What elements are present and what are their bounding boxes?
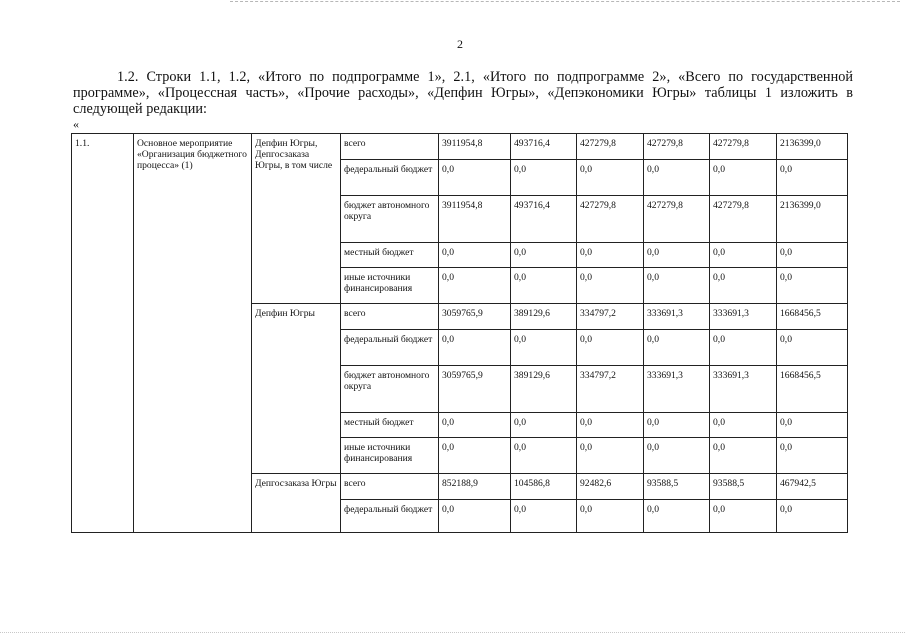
intro-paragraph: 1.2. Строки 1.1, 1.2, «Итого по подпрограмме 1», 2.1, «Итого по подпрограмме 2», «Всего по государственной программе», «Процессная часть», «Прочие расходы», «Депфин Югры», «Депэкономики Югры» таблицы 1 изложить в следующей редакции: <box>73 69 853 117</box>
value-cell: 0,0 <box>439 243 511 268</box>
value-cell: 493716,4 <box>511 134 577 160</box>
value-cell: 3911954,8 <box>439 134 511 160</box>
source-cell: бюджет автономного округа <box>341 366 439 413</box>
value-cell: 1668456,5 <box>777 304 848 330</box>
value-cell: 0,0 <box>710 268 777 304</box>
value-cell: 3059765,9 <box>439 304 511 330</box>
value-cell: 0,0 <box>777 500 848 533</box>
value-cell: 0,0 <box>577 243 644 268</box>
source-cell: иные источники финансирования <box>341 268 439 304</box>
value-cell: 1668456,5 <box>777 366 848 413</box>
value-cell: 0,0 <box>644 160 710 196</box>
value-cell: 3911954,8 <box>439 196 511 243</box>
value-cell: 0,0 <box>511 268 577 304</box>
value-cell: 93588,5 <box>644 474 710 500</box>
source-cell: федеральный бюджет <box>341 160 439 196</box>
source-cell: всего <box>341 134 439 160</box>
value-cell: 0,0 <box>577 413 644 438</box>
value-cell: 0,0 <box>644 243 710 268</box>
source-cell: федеральный бюджет <box>341 330 439 366</box>
source-cell: федеральный бюджет <box>341 500 439 533</box>
value-cell: 0,0 <box>439 413 511 438</box>
value-cell: 0,0 <box>777 268 848 304</box>
value-cell: 427279,8 <box>710 196 777 243</box>
value-cell: 0,0 <box>777 413 848 438</box>
value-cell: 0,0 <box>511 413 577 438</box>
value-cell: 0,0 <box>777 438 848 474</box>
value-cell: 0,0 <box>577 500 644 533</box>
value-cell: 2136399,0 <box>777 134 848 160</box>
value-cell: 2136399,0 <box>777 196 848 243</box>
value-cell: 333691,3 <box>644 366 710 413</box>
value-cell: 333691,3 <box>710 366 777 413</box>
value-cell: 427279,8 <box>710 134 777 160</box>
value-cell: 333691,3 <box>644 304 710 330</box>
value-cell: 493716,4 <box>511 196 577 243</box>
executor-cell: Депгосзаказа Югры <box>252 474 341 533</box>
value-cell: 0,0 <box>439 330 511 366</box>
table-row <box>72 134 848 160</box>
row-number-cell: 1.1. <box>72 134 134 533</box>
value-cell: 0,0 <box>511 500 577 533</box>
value-cell: 427279,8 <box>577 196 644 243</box>
source-cell: всего <box>341 304 439 330</box>
value-cell: 3059765,9 <box>439 366 511 413</box>
value-cell: 0,0 <box>710 438 777 474</box>
value-cell: 0,0 <box>777 243 848 268</box>
source-cell: иные источники финансирования <box>341 438 439 474</box>
budget-table <box>71 133 848 533</box>
source-cell: местный бюджет <box>341 243 439 268</box>
value-cell: 334797,2 <box>577 366 644 413</box>
scan-edge-top <box>230 1 900 3</box>
value-cell: 427279,8 <box>644 196 710 243</box>
value-cell: 0,0 <box>439 438 511 474</box>
value-cell: 427279,8 <box>577 134 644 160</box>
event-cell: Основное мероприятие «Организация бюджетного процесса» (1) <box>134 134 252 533</box>
source-cell: всего <box>341 474 439 500</box>
value-cell: 427279,8 <box>644 134 710 160</box>
value-cell: 0,0 <box>710 330 777 366</box>
value-cell: 0,0 <box>511 438 577 474</box>
value-cell: 0,0 <box>710 500 777 533</box>
value-cell: 389129,6 <box>511 366 577 413</box>
value-cell: 852188,9 <box>439 474 511 500</box>
value-cell: 0,0 <box>777 330 848 366</box>
opening-quote: « <box>73 117 79 131</box>
value-cell: 104586,8 <box>511 474 577 500</box>
source-cell: местный бюджет <box>341 413 439 438</box>
value-cell: 0,0 <box>644 268 710 304</box>
value-cell: 0,0 <box>577 268 644 304</box>
value-cell: 0,0 <box>644 500 710 533</box>
value-cell: 0,0 <box>577 438 644 474</box>
value-cell: 0,0 <box>644 330 710 366</box>
value-cell: 0,0 <box>777 160 848 196</box>
value-cell: 333691,3 <box>710 304 777 330</box>
value-cell: 0,0 <box>439 160 511 196</box>
value-cell: 0,0 <box>644 413 710 438</box>
executor-cell: Депфин Югры <box>252 304 341 474</box>
value-cell: 0,0 <box>439 268 511 304</box>
value-cell: 0,0 <box>644 438 710 474</box>
value-cell: 0,0 <box>511 330 577 366</box>
value-cell: 0,0 <box>577 330 644 366</box>
page-number: 2 <box>457 37 463 51</box>
value-cell: 334797,2 <box>577 304 644 330</box>
scan-edge-bottom <box>0 632 905 634</box>
executor-cell: Депфин Югры, Депгосзаказа Югры, в том числе <box>252 134 341 304</box>
value-cell: 93588,5 <box>710 474 777 500</box>
value-cell: 0,0 <box>439 500 511 533</box>
value-cell: 0,0 <box>710 160 777 196</box>
value-cell: 0,0 <box>511 160 577 196</box>
value-cell: 0,0 <box>710 243 777 268</box>
value-cell: 92482,6 <box>577 474 644 500</box>
value-cell: 0,0 <box>710 413 777 438</box>
value-cell: 0,0 <box>511 243 577 268</box>
value-cell: 0,0 <box>577 160 644 196</box>
value-cell: 467942,5 <box>777 474 848 500</box>
source-cell: бюджет автономного округа <box>341 196 439 243</box>
value-cell: 389129,6 <box>511 304 577 330</box>
